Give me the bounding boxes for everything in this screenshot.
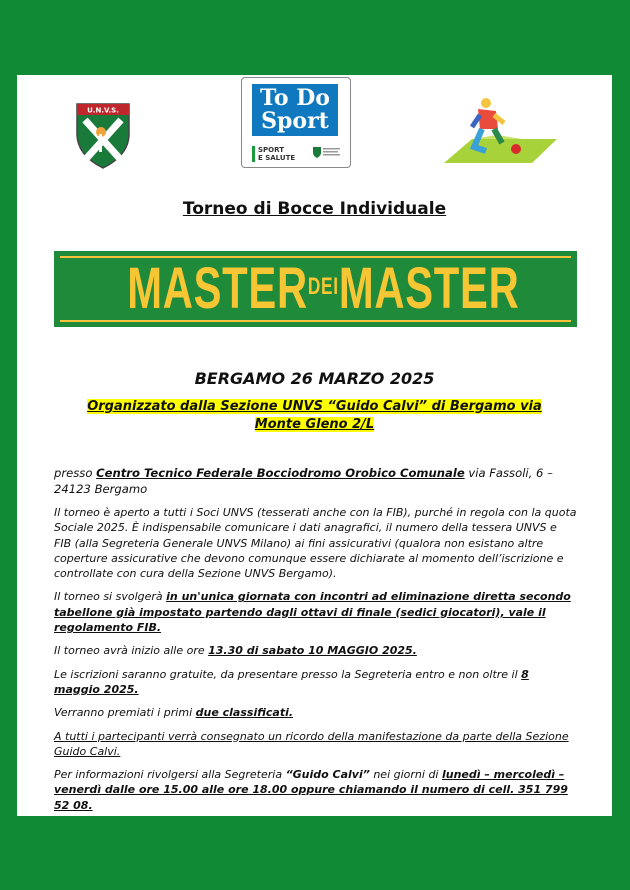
start-prefix: Il torneo avrà inizio alle ore	[54, 644, 209, 658]
sport-tag-line2: E SALUTE	[258, 154, 296, 162]
banner-middle-word: DEI	[307, 272, 339, 300]
banner-left-word: MASTER	[127, 256, 308, 321]
start-time: 13.30 di sabato 10 MAGGIO 2025.	[208, 644, 417, 658]
banner-right-word: MASTER	[338, 256, 520, 321]
sport-tag-line1: SPORT	[258, 146, 284, 154]
awards-prefix: Verranno premiati i primi	[54, 706, 196, 720]
format-paragraph	[54, 589, 577, 635]
event-date: BERGAMO 26 MARZO 2025	[194, 369, 435, 388]
contact-paragraph	[54, 767, 577, 813]
start-paragraph	[54, 643, 577, 658]
organizer-line	[62, 398, 567, 434]
awards-highlight: due classificati.	[195, 706, 294, 720]
partner-mini-logo	[312, 145, 342, 159]
flyer-body	[54, 466, 577, 821]
banner-text	[127, 255, 520, 327]
eligibility-paragraph: Il torneo è aperto a tutti i Soci UNVS (tesserati anche con la FIB), purché in regola con la quota Sociale 2025. È indispensabile comunicare i dati anagrafici, il numero della tessera UNVS e FIB (alla Segreteria Generale UNVS Milano) ai fini assicurativi (qualora non esistano altre coperture assicurative che devono comunque essere dichiarate al momento dell’iscrizione e controllate con cura della Sezione UNVS Bergamo).	[54, 506, 577, 581]
unvs-shield-text: U.N.V.S.	[87, 106, 119, 115]
format-prefix: Il torneo si svolgerà	[54, 590, 167, 604]
sport-e-salute-tag	[252, 146, 295, 162]
contact-middle: nei giorni di	[369, 768, 442, 782]
todo-sport-wordmark	[252, 84, 338, 136]
registration-paragraph	[54, 667, 577, 698]
souvenir-paragraph: A tutti i partecipanti verrà consegnato un ricordo della manifestazione da parte della Sezione Guido Calvi.	[54, 729, 569, 758]
contact-name: “Guido Calvi”	[285, 768, 370, 782]
unvs-shield-logo	[73, 100, 133, 170]
bocce-player-logo	[442, 97, 557, 169]
format-detail: in un'unica giornata con incontri ad eliminazione diretta secondo tabellone già impostato partendo dagli ottavi di finale (sedici giocatori), vale il regolamento FIB.	[54, 590, 571, 635]
awards-paragraph	[54, 705, 577, 720]
location-paragraph	[54, 466, 577, 497]
registration-deadline: 8 maggio 2025.	[54, 667, 529, 696]
todo-sport-logo	[241, 77, 351, 168]
location-prefix: presso	[54, 466, 97, 480]
venue-address: via Fassoli, 6 – 24123 Bergamo	[54, 466, 553, 496]
todo-line1: To Do	[260, 85, 330, 111]
venue-name: Centro Tecnico Federale Bocciodromo Orobico Comunale	[96, 466, 465, 480]
contact-details: lunedì – mercoledì – venerdì dalle ore 15.00 alle ore 18.00 oppure chiamando il numero di cell. 351 799 52 08.	[54, 768, 568, 812]
todo-line2: Sport	[261, 108, 329, 134]
contact-prefix: Per informazioni rivolgersi alla Segreteria	[54, 768, 286, 782]
registration-prefix: Le iscrizioni saranno gratuite, da presentare presso la Segreteria entro e non oltre il	[54, 667, 522, 681]
master-dei-master-banner	[54, 251, 577, 327]
flyer-page	[17, 75, 612, 816]
tournament-title: Torneo di Bocce Individuale	[182, 199, 447, 219]
organizer-text: Organizzato dalla Sezione UNVS “Guido Calvi” di Bergamo via Monte Gleno 2/L	[87, 399, 542, 432]
